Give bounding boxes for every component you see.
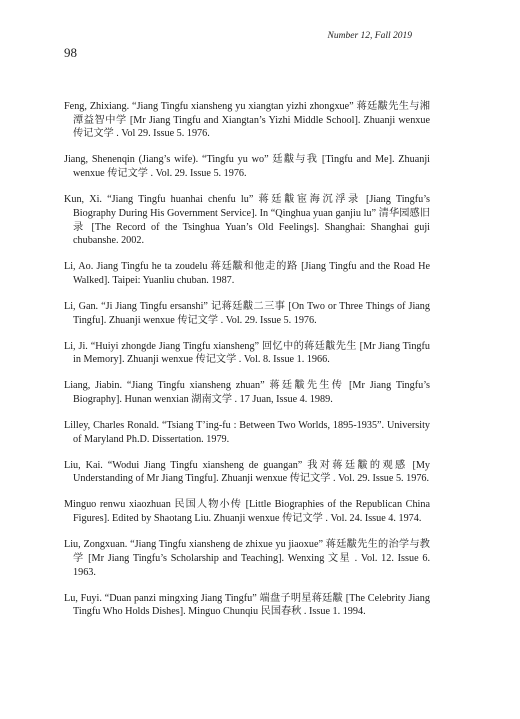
running-header: Number 12, Fall 2019 — [327, 31, 412, 41]
reference-entry: Liu, Zongxuan. “Jiang Tingfu xiansheng de zhixue yu jiaoxue” 蒋廷黻先生的治学与教学 [Mr Jiang Tingfu’s Scholarship and Teaching]. Wenxing 文星 . Vol. 12. Issue 6. 1963. — [64, 539, 430, 578]
reference-entry: Minguo renwu xiaozhuan 民国人物小传 [Little Biographies of the Republican China Figures]. Edited by Shaotang Liu. Zhuanji wenxue 传记文学 . Vol. 24. Issue 4. 1974. — [64, 499, 430, 525]
page-number: 98 — [64, 45, 77, 60]
reference-entry: Liang, Jiabin. “Jiang Tingfu xiansheng zhuan” 蒋廷黻先生传 [Mr Jiang Tingfu’s Biography]. Hunan wenxian 湖南文学 . 17 Juan, Issue 4. 1989. — [64, 380, 430, 406]
reference-entry: Lilley, Charles Ronald. “Tsiang T’ing-fu : Between Two Worlds, 1895-1935”. University of Maryland Ph.D. Dissertation. 1979. — [64, 420, 430, 445]
reference-entry: Li, Ji. “Huiyi zhongde Jiang Tingfu xiansheng” 回忆中的蒋廷黻先生 [Mr Jiang Tingfu in Memory]. Zhuanji wenxue 传记文学 . Vol. 8. Issue 1. 1966. — [64, 340, 430, 366]
reference-entry: Jiang, Shenenqin (Jiang’s wife). “Tingfu yu wo” 廷黻与我 [Tingfu and Me]. Zhuanji wenxue 传记文学 . Vol. 29. Issue 5. 1976. — [64, 154, 430, 180]
reference-entry: Li, Ao. Jiang Tingfu he ta zoudelu 蒋廷黻和他走的路 [Jiang Tingfu and the Road He Walked]. Taipei: Yuanliu chuban. 1987. — [64, 261, 430, 286]
reference-entry: Liu, Kai. “Wodui Jiang Tingfu xiansheng de guangan” 我对蒋廷黻的观感 [My Understanding of Mr Jiang Tingfu]. Zhuanji wenxue 传记文学 . Vol. 29. Issue 5. 1976. — [64, 459, 430, 485]
reference-entry: Li, Gan. “Ji Jiang Tingfu ersanshi” 记蒋廷黻二三事 [On Two or Three Things of Jiang Tingfu]. Zhuanji wenxue 传记文学 . Vol. 29. Issue 5. 1976. — [64, 300, 430, 326]
reference-entry: Kun, Xi. “Jiang Tingfu huanhai chenfu lu” 蒋廷黻宦海沉浮录 [Jiang Tingfu’s Biography During His Government Service]. In “Qinghua yuan ganjiu lu” 清华园感旧录 [The Record of the Tsinghua Yuan’s Old Feelings]. Shanghai: Shanghai guji chubanshe. 2002. — [64, 194, 430, 247]
reference-entry: Feng, Zhixiang. “Jiang Tingfu xiansheng yu xiangtan yizhi zhongxue” 蒋廷黻先生与湘潭益智中学 [Mr Jiang Tingfu and Xiangtan’s Yizhi Middle School]. Zhuanji wenxue 传记文学 . Vol 29. Issue 5. 1976. — [64, 101, 430, 140]
reference-list — [64, 100, 430, 631]
reference-entry: Lu, Fuyi. “Duan panzi mingxing Jiang Tingfu” 端盘子明星蒋廷黻 [The Celebrity Jiang Tingfu Who Holds Dishes]. Minguo Chunqiu 民国春秋 . Issue 1. 1994. — [64, 592, 430, 618]
